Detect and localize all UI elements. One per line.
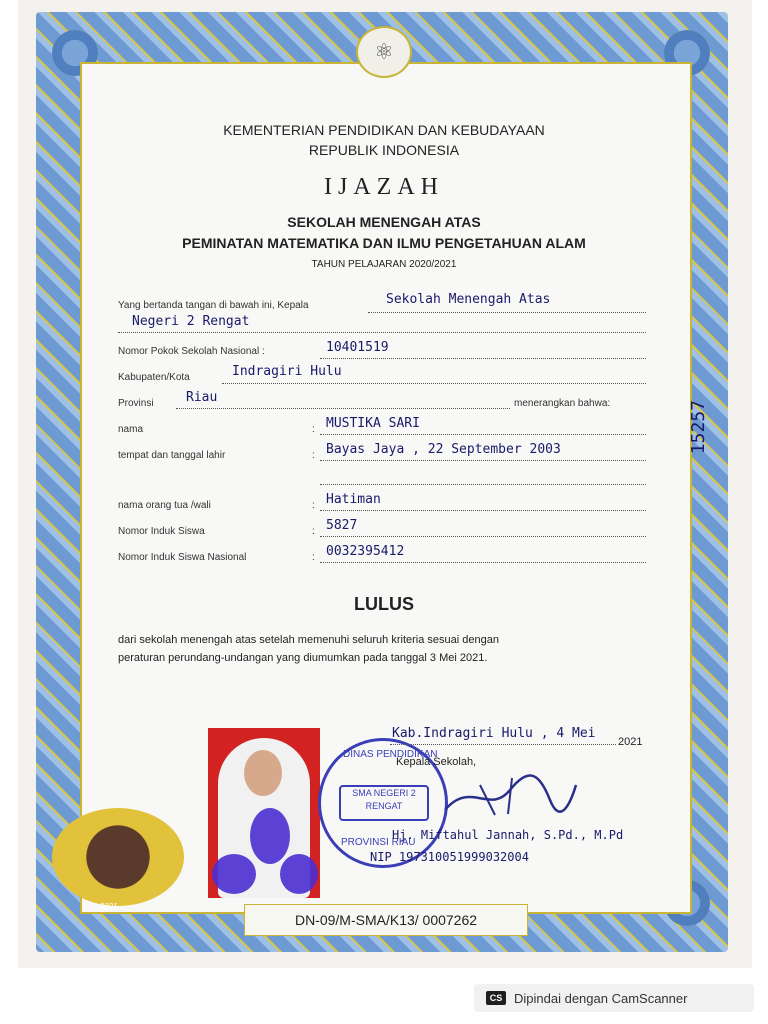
serial-number: DN-09/M-SMA/K13/ 0007262 — [244, 904, 528, 936]
dotted-line — [118, 332, 646, 333]
nama-value: MUSTIKA SARI — [326, 416, 420, 431]
ttl-value: Bayas Jaya , 22 September 2003 — [326, 442, 561, 457]
face-shape — [244, 750, 282, 796]
result-text-line2: peraturan perundang-undangan yang diumumkan pada tanggal 3 Mei 2021. — [118, 652, 488, 664]
camscanner-label: Dipindai dengan CamScanner — [514, 990, 688, 1006]
nisn-value: 0032395412 — [326, 544, 405, 559]
dotted-line — [320, 460, 646, 461]
nama-label: nama — [118, 424, 144, 435]
dotted-line — [320, 358, 646, 359]
dotted-line — [320, 562, 646, 563]
signature-scribble — [440, 770, 580, 820]
npsn-value: 10401519 — [326, 340, 389, 355]
nis-value: 5827 — [326, 518, 358, 533]
dotted-line — [320, 510, 646, 511]
school-year: TAHUN PELAJARAN 2020/2021 — [311, 259, 457, 270]
school-name-line2: Negeri 2 Rengat — [132, 314, 250, 329]
result-text-line1: dari sekolah menengah atas setelah memenuhi seluruh kriteria sesuai dengan — [118, 634, 499, 646]
fingerprint-ink — [212, 854, 256, 894]
kabupaten-value: Indragiri Hulu — [232, 364, 342, 379]
dotted-line — [368, 312, 646, 313]
stamp-inner-line1: SMA NEGERI 2 — [352, 788, 416, 798]
stamp-inner-line2: RENGAT — [365, 801, 403, 811]
stamp-ring-bottom: PROVINSI RIAU — [341, 837, 416, 848]
camscanner-icon: CS — [486, 991, 506, 1005]
colon: : — [312, 424, 315, 435]
colon: : — [312, 552, 315, 563]
signature-year: 2021 — [618, 736, 643, 748]
garuda-emblem-icon: ⚛ — [356, 26, 412, 78]
fingerprint-ink — [250, 808, 290, 864]
republic-title: REPUBLIK INDONESIA — [308, 142, 460, 158]
principal-nip: NIP 197310051999032004 — [370, 850, 529, 864]
stamp-ring-top: DINAS PENDIDIKAN — [343, 749, 438, 760]
fingerprint-ink — [280, 854, 318, 894]
dotted-line — [222, 383, 646, 384]
school-name-line1: Sekolah Menengah Atas — [386, 292, 551, 307]
student-photo — [208, 728, 320, 898]
lulus-heading: LULUS — [354, 594, 414, 614]
npsn-label: Nomor Pokok Sekolah Nasional : — [118, 346, 265, 357]
dotted-line — [320, 484, 646, 485]
dotted-line — [320, 434, 646, 435]
camscanner-watermark — [474, 984, 754, 1012]
stamp-inner-box — [339, 785, 429, 821]
colon: : — [312, 500, 315, 511]
ministry-title: KEMENTERIAN PENDIDIKAN DAN KEBUDAYAAN — [223, 122, 545, 138]
ttl-label: tempat dan tanggal lahir — [118, 450, 226, 461]
ortu-value: Hatiman — [326, 492, 381, 507]
dotted-line — [390, 744, 616, 745]
kabupaten-label: Kabupaten/Kota — [118, 372, 190, 383]
school-level: SEKOLAH MENENGAH ATAS — [287, 214, 481, 230]
dotted-line — [176, 408, 510, 409]
seal-year: 2021 — [100, 902, 118, 911]
colon: : — [312, 526, 315, 537]
nisn-label: Nomor Induk Siswa Nasional — [118, 552, 247, 563]
place-date: Kab.Indragiri Hulu , 4 Mei — [392, 726, 596, 741]
dotted-line — [320, 536, 646, 537]
nis-label: Nomor Induk Siswa — [118, 526, 205, 537]
intro-label: Yang bertanda tangan di bawah ini, Kepala — [118, 300, 309, 311]
program-title: PEMINATAN MATEMATIKA DAN ILMU PENGETAHUAN ALAM — [182, 235, 586, 251]
document-title: IJAZAH — [324, 174, 444, 200]
provinsi-label: Provinsi — [118, 398, 154, 409]
gold-seal — [52, 808, 184, 906]
signature-role: Kepala Sekolah, — [396, 756, 477, 768]
principal-name: Hj. Miftahul Jannah, S.Pd., M.Pd — [392, 828, 624, 842]
provinsi-value: Riau — [186, 390, 218, 405]
colon: : — [312, 450, 315, 461]
side-serial-number: 15257 — [688, 400, 709, 455]
ortu-label: nama orang tua /wali — [118, 500, 211, 511]
menerangkan-text: menerangkan bahwa: — [514, 398, 611, 409]
